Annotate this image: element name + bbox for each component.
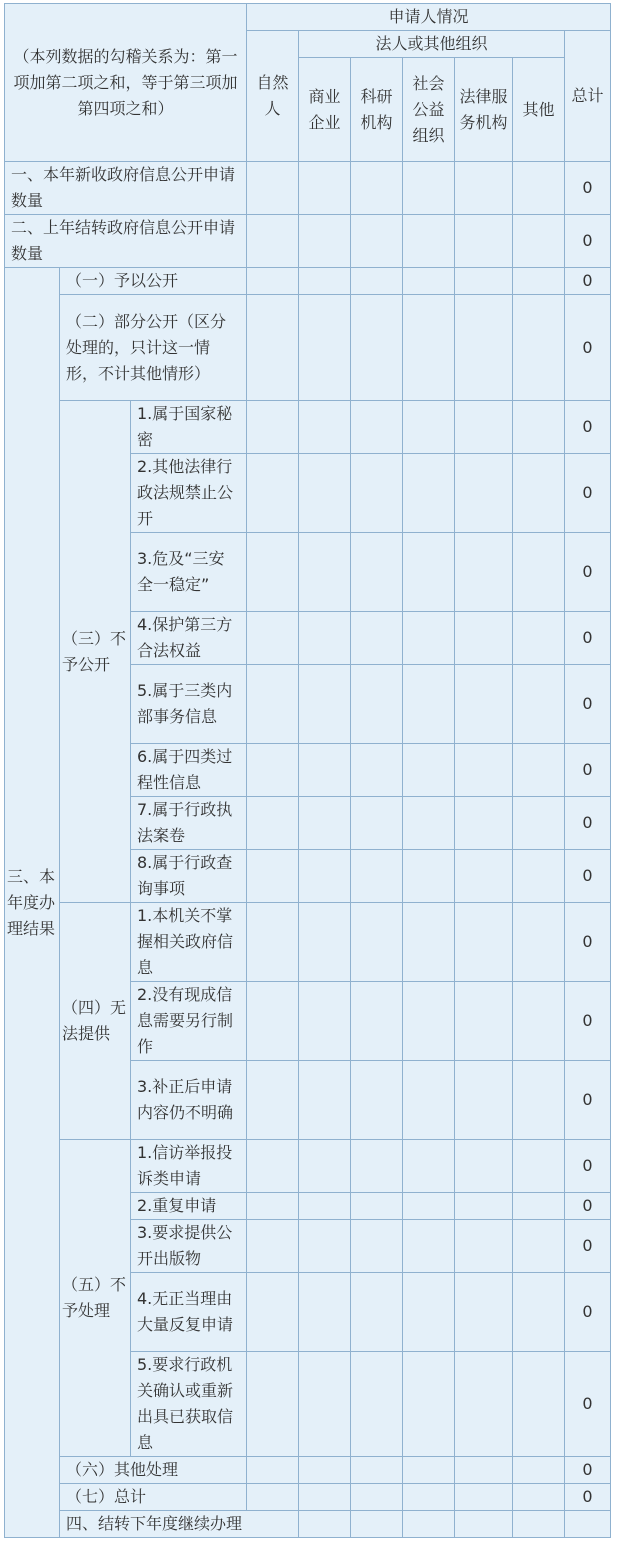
unable-group-label: （四）无法提供 <box>60 903 131 1140</box>
disclosure-statistics-table <box>4 3 611 1538</box>
row-total: 0 <box>565 215 611 268</box>
row-total: 0 <box>565 982 611 1061</box>
table-row <box>5 1511 611 1538</box>
row-label: 四、结转下年度继续办理 <box>60 1511 299 1538</box>
row-label: 3.要求提供公开出版物 <box>131 1220 247 1273</box>
row-label: 5.属于三类内部事务信息 <box>131 665 247 744</box>
not-processed-group-label: （五）不予处理 <box>60 1140 131 1457</box>
row-label: 3.补正后申请内容仍不明确 <box>131 1061 247 1140</box>
row-total: 0 <box>565 1273 611 1352</box>
results-section-label: 三、本年度办理结果 <box>5 268 60 1538</box>
public-welfare-header: 社会公益组织 <box>403 58 455 162</box>
row-label: 4.保护第三方合法权益 <box>131 612 247 665</box>
row-total: 0 <box>565 533 611 612</box>
row-total: 0 <box>565 797 611 850</box>
table-row <box>5 268 611 295</box>
row-label: （七）总计 <box>60 1484 247 1511</box>
table-row <box>5 903 611 982</box>
row-label: 4.无正当理由大量反复申请 <box>131 1273 247 1352</box>
row-label: （二）部分公开（区分处理的，只计这一情形，不计其他情形） <box>60 295 247 401</box>
row-label: 2.其他法律行政法规禁止公开 <box>131 454 247 533</box>
row-total: 0 <box>565 1193 611 1220</box>
table-row <box>5 162 611 215</box>
commercial-header: 商业企业 <box>299 58 351 162</box>
total-header: 总计 <box>565 31 611 162</box>
column-note: （本列数据的勾稽关系为：第一项加第二项之和，等于第三项加第四项之和） <box>13 46 238 118</box>
row-total: 0 <box>565 295 611 401</box>
row-total: 0 <box>565 401 611 454</box>
row-total: 0 <box>565 162 611 215</box>
row-total: 0 <box>565 665 611 744</box>
row-label: 3.危及“三安全一稳定” <box>131 533 247 612</box>
row-total: 0 <box>565 744 611 797</box>
row-label: 1.信访举报投诉类申请 <box>131 1140 247 1193</box>
table-row <box>5 295 611 401</box>
row-label: 2.重复申请 <box>131 1193 247 1220</box>
row-total: 0 <box>565 268 611 295</box>
row-label: 2.没有现成信息需要另行制作 <box>131 982 247 1061</box>
natural-person-header: 自然人 <box>247 31 299 162</box>
row-total: 0 <box>565 1352 611 1457</box>
row-total: 0 <box>565 903 611 982</box>
row-total: 0 <box>565 1140 611 1193</box>
legal-person-group-header: 法人或其他组织 <box>299 31 565 58</box>
row-total: 0 <box>565 612 611 665</box>
row-label: 一、本年新收政府信息公开申请数量 <box>5 162 247 215</box>
row-total: 0 <box>565 1457 611 1484</box>
row-total: 0 <box>565 1220 611 1273</box>
table-row <box>5 401 611 454</box>
column-note-cell <box>5 4 247 162</box>
row-total: 0 <box>565 454 611 533</box>
legal-service-header: 法律服务机构 <box>455 58 513 162</box>
row-total: 0 <box>565 850 611 903</box>
row-total: 0 <box>565 1484 611 1511</box>
applicant-situation-header: 申请人情况 <box>247 4 611 31</box>
not-disclosed-group-label: （三）不予公开 <box>60 401 131 903</box>
table-row <box>5 215 611 268</box>
row-label: 1.本机关不掌握相关政府信息 <box>131 903 247 982</box>
row-label: （六）其他处理 <box>60 1457 247 1484</box>
table-row <box>5 1457 611 1484</box>
row-label: 二、上年结转政府信息公开申请数量 <box>5 215 247 268</box>
table-row <box>5 1484 611 1511</box>
row-label: （一）予以公开 <box>60 268 247 295</box>
row-label: 8.属于行政查询事项 <box>131 850 247 903</box>
other-header: 其他 <box>513 58 565 162</box>
row-total: 0 <box>565 1061 611 1140</box>
research-header: 科研机构 <box>351 58 403 162</box>
row-label: 5.要求行政机关确认或重新出具已获取信息 <box>131 1352 247 1457</box>
row-label: 6.属于四类过程性信息 <box>131 744 247 797</box>
row-label: 1.属于国家秘密 <box>131 401 247 454</box>
row-label: 7.属于行政执法案卷 <box>131 797 247 850</box>
table-row <box>5 1140 611 1193</box>
